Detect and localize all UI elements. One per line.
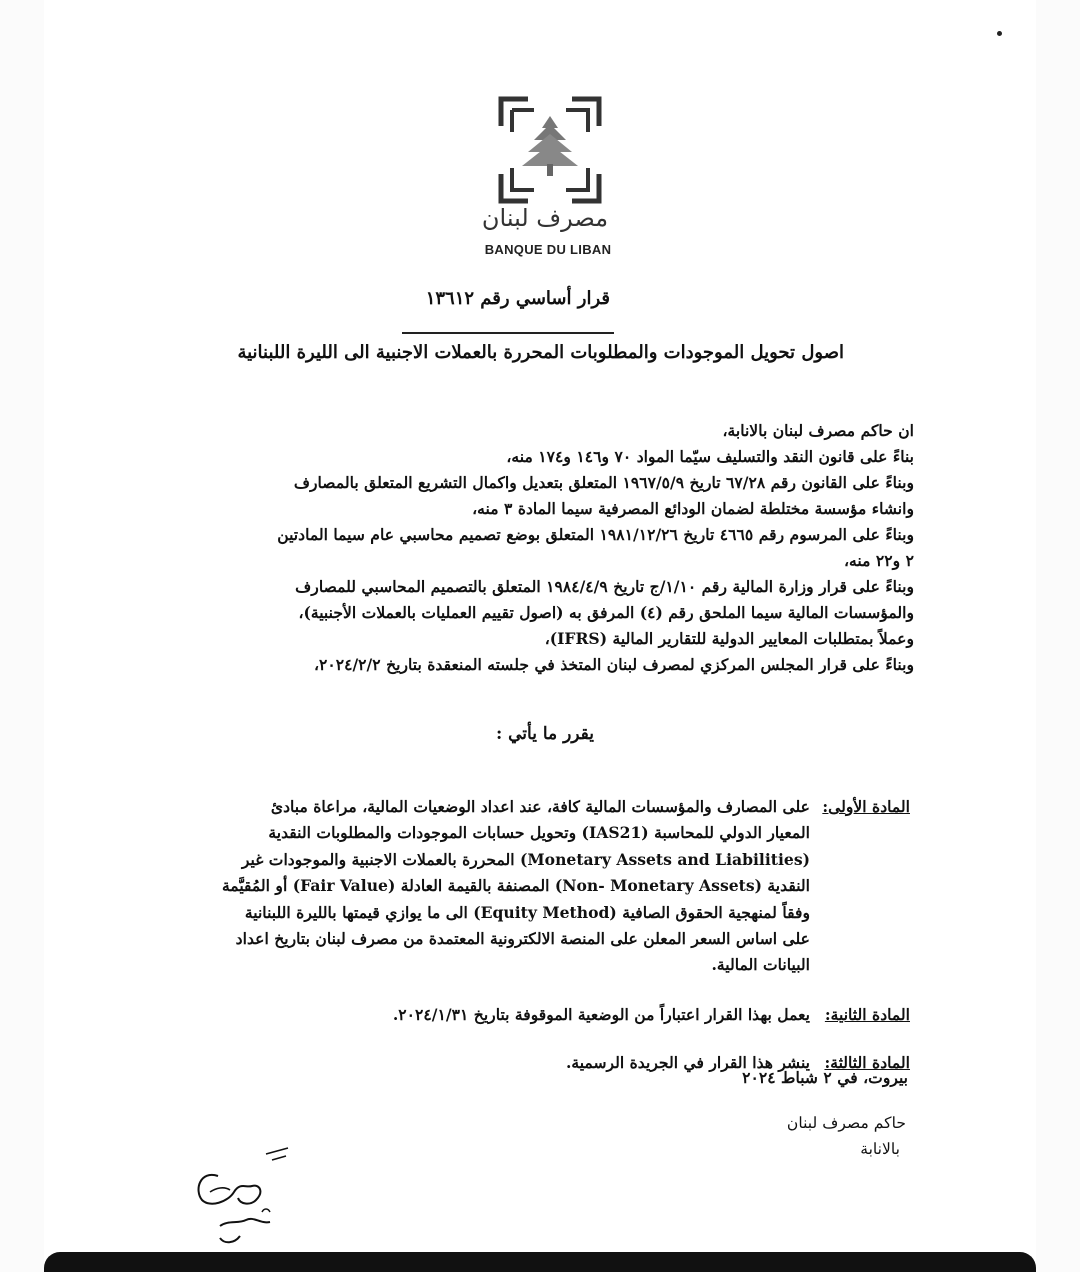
- scan-left-margin: [0, 0, 44, 1272]
- article-body: [170, 1002, 810, 1028]
- decision-number: قرار أساسي رقم ١٣٦١٢: [425, 288, 610, 309]
- preamble: [154, 418, 914, 678]
- article-body: [170, 1050, 810, 1076]
- article-body: [170, 794, 810, 979]
- article-line: على اساس السعر المعلن على المنصة الالكترونية المعتمدة من مصرف لبنان بتاريخ اعداد: [235, 929, 810, 949]
- scanner-bottom-bar: [44, 1252, 1036, 1272]
- article-line: المعيار الدولي للمحاسبة (IAS21) وتحويل حسابات الموجودات والمطلوبات النقدية: [268, 823, 810, 843]
- bank-name-arabic: مصرف لبنان: [481, 204, 609, 232]
- signatory-title: حاكم مصرف لبنان: [786, 1114, 906, 1132]
- preamble-line: وبناءً على المرسوم رقم ٤٦٦٥ تاريخ ١٩٨١/١٢/٢٦ المتعلق بوضع تصميم محاسبي عام سيما المادتين: [277, 525, 914, 544]
- article-line: ينشر هذا القرار في الجريدة الرسمية.: [565, 1053, 810, 1072]
- article-line: البيانات المالية.: [711, 955, 810, 975]
- article-2: [170, 1002, 910, 1032]
- article-line: النقدية (Non- Monetary Assets) المصنفة بالقيمة العادلة (Fair Value) أو المُقيَّمة: [221, 876, 810, 896]
- scan-speck: [997, 31, 1002, 36]
- preamble-line: وعملاً بمتطلبات المعايير الدولية للتقارير المالية (IFRS)،: [544, 629, 914, 648]
- preamble-line: بناءً على قانون النقد والتسليف سيّما المواد ٧٠ و١٤٦ و١٧٤ منه،: [506, 447, 914, 466]
- scan-right-margin: [1036, 0, 1080, 1272]
- preamble-line: وبناءً على قرار المجلس المركزي لمصرف لبنان المتخذ في جلسته المنعقدة بتاريخ ٢٠٢٤/٢/٢،: [313, 655, 914, 674]
- signatory-role: بالانابة: [860, 1140, 900, 1158]
- decision-underline: [402, 332, 614, 334]
- article-1: [170, 794, 910, 984]
- cedar-emblem-icon: [498, 96, 602, 204]
- article-line: وفقاً لمنهجية الحقوق الصافية (Equity Method) الى ما يوازي قيمتها بالليرة اللبنانية: [244, 902, 810, 922]
- preamble-line: وانشاء مؤسسة مختلطة لضمان الودائع المصرفية سيما المادة ٣ منه،: [472, 499, 914, 518]
- article-label: المادة الثالثة:: [824, 1053, 910, 1072]
- preamble-line: وبناءً على القانون رقم ٦٧/٢٨ تاريخ ١٩٦٧/٥/٩ المتعلق بتعديل واكمال التشريع المتعلق بالمصارف: [293, 473, 914, 492]
- preamble-line: والمؤسسات المالية سيما الملحق رقم (٤) المرفق به (اصول تقييم العمليات بالعملات الأجنبية)،: [298, 603, 914, 622]
- article-label: المادة الأولى:: [822, 797, 910, 816]
- handwritten-signature: [180, 1140, 290, 1260]
- preamble-line: ٢ و٢٢ منه،: [843, 551, 914, 570]
- article-line: يعمل بهذا القرار اعتباراً من الوضعية الموقوفة بتاريخ ٢٠٢٤/١/٣١.: [392, 1005, 810, 1024]
- article-label: المادة الثانية:: [824, 1005, 910, 1024]
- place-and-date: بيروت، في ٢ شباط ٢٠٢٤: [742, 1068, 908, 1087]
- preamble-line: ان حاكم مصرف لبنان بالانابة،: [722, 421, 914, 440]
- bank-name-french: BANQUE DU LIBAN: [484, 242, 612, 257]
- decides-heading: يقرر ما يأتي :: [495, 724, 594, 744]
- preamble-line: وبناءً على قرار وزارة المالية رقم ١/١٠/ج تاريخ ١٩٨٤/٤/٩ المتعلق بالتصميم المحاسبي للمصارف: [295, 577, 914, 596]
- decision-title: اصول تحويل الموجودات والمطلوبات المحررة بالعملات الاجنبية الى الليرة اللبنانية: [237, 342, 844, 363]
- article-line: على المصارف والمؤسسات المالية كافة، عند اعداد الوضعيات المالية، مراعاة مبادئ: [270, 797, 810, 816]
- article-line: (Monetary Assets and Liabilities) المحررة بالعملات الاجنبية والموجودات غير: [241, 849, 810, 869]
